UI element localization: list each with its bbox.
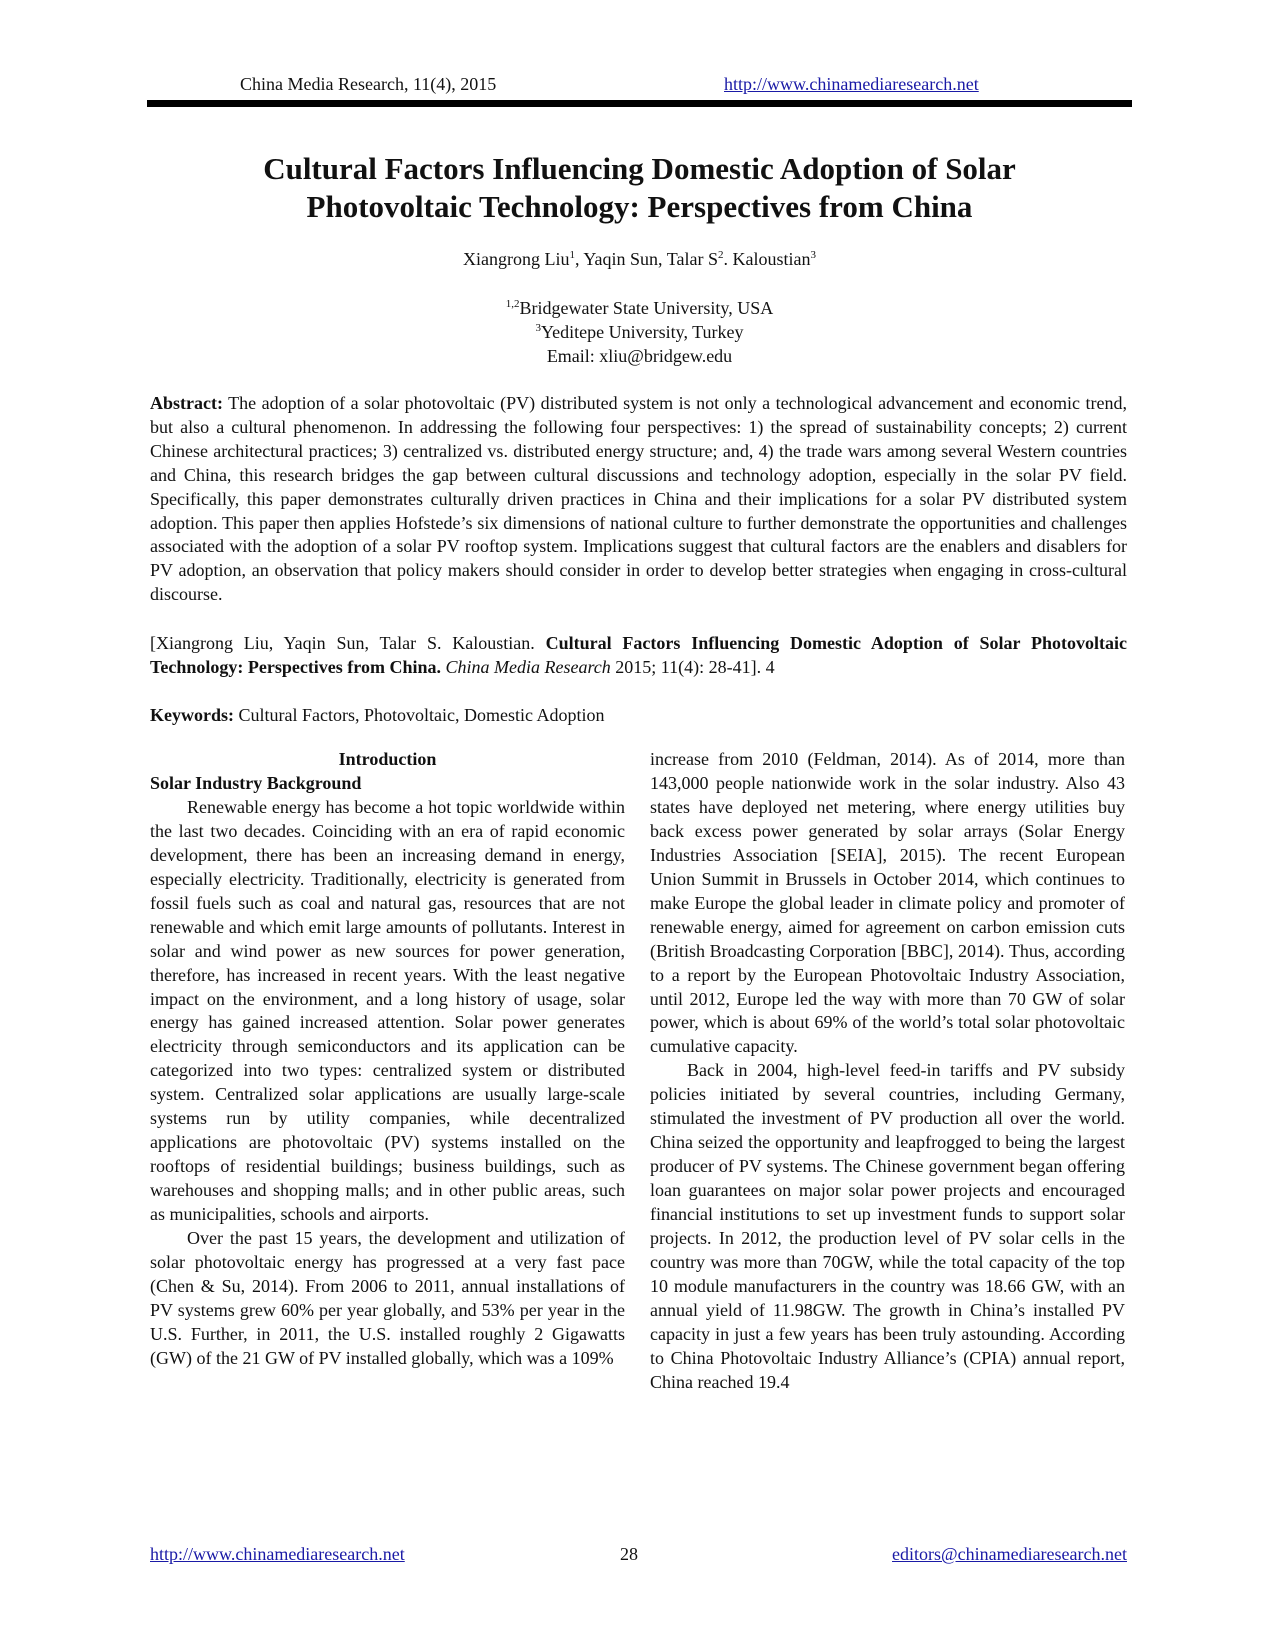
page-footer	[150, 1544, 1127, 1568]
title-line-2: Photovoltaic Technology: Perspectives from China	[306, 189, 973, 224]
affiliation-2	[147, 320, 1132, 344]
citation-journal: China Media Research	[445, 656, 611, 677]
body-column-right	[650, 748, 1125, 1395]
citation-title: Cultural Factors Influencing Domestic Adoption of Solar Photovoltaic Technology: Perspectives from China.	[150, 633, 1127, 677]
running-header	[147, 74, 1132, 98]
page-number: 28	[620, 1544, 638, 1564]
keywords-text: Cultural Factors, Photovoltaic, Domestic Adoption	[234, 705, 605, 725]
author-email: Email: xliu@bridgew.edu	[546, 346, 733, 366]
footer-email-link[interactable]: editors@chinamediaresearch.net	[892, 1544, 1127, 1564]
affiliation-1-mark: 1,2	[505, 298, 520, 310]
affiliation-1-text: Bridgewater State University, USA	[519, 298, 774, 318]
author-3: . Kaloustian	[723, 249, 811, 269]
author-2: Yaqin Sun, Talar S	[583, 249, 718, 269]
body-paragraph-4: Back in 2004, high-level feed-in tariffs and PV subsidy policies initiated by several countries, including Germany, stimulated the investment of PV production all over the world. China seized the opportunity and leapfrogged to being the largest producer of PV systems. The Chinese government began offering loan guarantees on major solar power projects and encouraged financial institutions to set up investment funds to support solar projects. In 2012, the production level of PV solar cells in the country was more than 70GW, while the total capacity of the top 10 module manufacturers in the country was 18.66 GW, with an annual yield of 11.98GW. The growth in China’s installed PV capacity in just a few years has been truly astounding. According to China Photovoltaic Industry Alliance’s (CPIA) annual report, China reached 19.4	[650, 1060, 1125, 1392]
journal-citation: China Media Research, 11(4), 2015	[240, 74, 497, 94]
citation-suffix: 2015; 11(4): 28-41]. 4	[610, 656, 775, 677]
title-line-1: Cultural Factors Influencing Domestic Adoption of Solar	[263, 151, 1016, 186]
section-heading-introduction: Introduction	[338, 749, 437, 769]
citation	[150, 632, 1127, 680]
author-3-mark: 3	[810, 249, 816, 261]
abstract-text: The adoption of a solar photovoltaic (PV) distributed system is not only a technological advancement and economic trend, but also a cultural phenomenon. In addressing the following four perspectives: 1) the spread of sustainability concepts; 2) current Chinese architectural practices; 3) centralized vs. distributed energy structure; and, 4) the trade wars among several Western countries and China, this research bridges the gap between cultural discussions and technology adoption, especially in the solar PV field. Specifically, this paper demonstrates culturally driven practices in China and their implications for a solar PV distributed system adoption. This paper then applies Hofstede’s six dimensions of national culture to further demonstrate the opportunities and challenges associated with the adoption of a solar PV rooftop system. Implications suggest that cultural factors are the enablers and disablers for PV adoption, an observation that policy makers should consider in order to develop better strategies when engaging in cross-cultural discourse.	[150, 393, 1127, 605]
body-paragraph-1: Renewable energy has become a hot topic worldwide within the last two decades. Coinciding with an era of rapid economic development, there has been an increasing demand in energy, especially electricity. Traditionally, electricity is generated from fossil fuels such as coal and natural gas, resources that are not renewable and which emit large amounts of pollutants. Interest in solar and wind power as new sources for power generation, therefore, has increased in recent years. With the least negative impact on the environment, and a long history of usage, solar energy has gained increased attention. Solar power generates electricity through semiconductors and its application can be categorized into two types: centralized system or distributed system. Centralized solar applications are usually large-scale systems run by utility companies, while decentralized applications are photovoltaic (PV) systems installed on the rooftops of residential buildings; business buildings, such as warehouses and shopping malls; and in other public areas, such as municipalities, schools and airports.	[150, 796, 625, 1225]
body-paragraph-2: Over the past 15 years, the development and utilization of solar photovoltaic energy has progressed at a very fast pace (Chen & Su, 2014). From 2006 to 2011, annual installations of PV systems grew 60% per year globally, and 53% per year in the U.S. Further, in 2011, the U.S. installed roughly 2 Gigawatts (GW) of the 21 GW of PV installed globally, which was a 109%	[150, 1228, 625, 1368]
affiliation-2-mark: 3	[535, 322, 541, 334]
body-column-left	[150, 748, 625, 1371]
paper-title	[147, 150, 1132, 226]
affiliation-1	[147, 296, 1132, 320]
author-1-mark: 1	[569, 249, 576, 261]
author-list	[147, 247, 1132, 271]
affiliations	[147, 296, 1132, 368]
header-rule	[147, 100, 1132, 107]
abstract	[150, 392, 1127, 607]
journal-url-link[interactable]: http://www.chinamediaresearch.net	[724, 74, 979, 94]
author-1: Xiangrong Liu	[463, 249, 570, 269]
keywords-label: Keywords:	[150, 705, 234, 725]
author-separator: ,	[575, 249, 584, 269]
body-paragraph-3: increase from 2010 (Feldman, 2014). As of 2014, more than 143,000 people nationwide work in the solar industry. Also 43 states have deployed net metering, where energy utilities buy back excess power generated by solar arrays (Solar Energy Industries Association [SEIA], 2015). The recent European Union Summit in Brussels in October 2014, which continues to make Europe the global leader in climate policy and promoter of renewable energy, aimed for agreement on carbon emission cuts (British Broadcasting Corporation [BBC], 2014). Thus, according to a report by the European Photovoltaic Industry Association, until 2012, Europe led the way with more than 70 GW of solar power, which is about 69% of the world’s total solar photovoltaic cumulative capacity.	[650, 749, 1125, 1057]
abstract-label: Abstract:	[150, 393, 223, 413]
citation-prefix: [Xiangrong Liu, Yaqin Sun, Talar S. Kaloustian.	[150, 633, 546, 653]
footer-url-link[interactable]: http://www.chinamediaresearch.net	[150, 1544, 405, 1564]
author-2-mark: 2	[717, 249, 724, 261]
affiliation-2-text: Yeditepe University, Turkey	[540, 322, 744, 342]
keywords	[150, 703, 1127, 727]
subsection-heading: Solar Industry Background	[150, 772, 362, 793]
